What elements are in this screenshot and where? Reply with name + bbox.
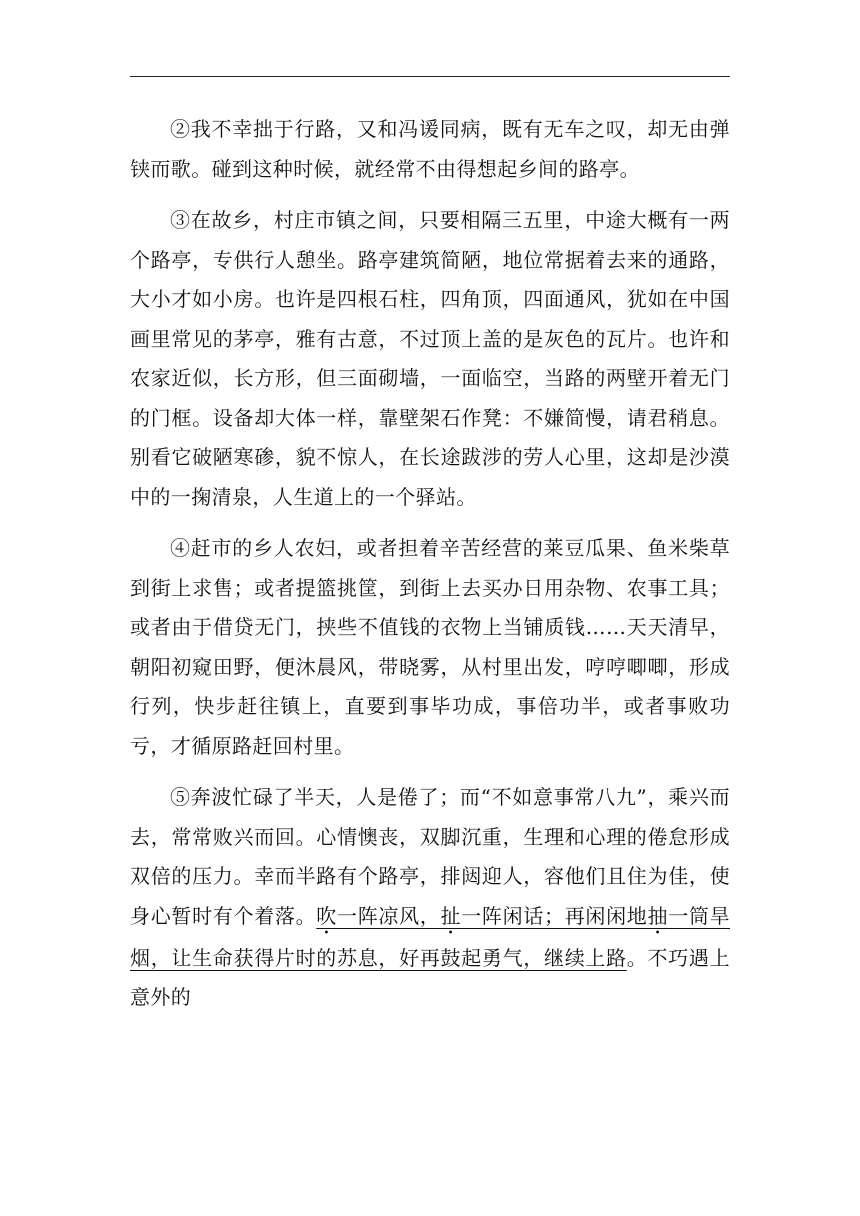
underlined-sentence: 一阵闲话；再闲闲地 [461, 903, 648, 928]
article-body [130, 110, 730, 1030]
paragraph-p2 [130, 110, 730, 189]
emphasized-verb: 吹 [316, 903, 337, 928]
emphasized-verb: 扯 [440, 903, 462, 928]
paragraph-p4 [130, 529, 730, 766]
paragraph-text: 。不巧遇上意外的 [130, 945, 730, 1009]
underlined-sentence: 一阵凉风， [337, 903, 441, 928]
underlined-sentence: 一筒旱烟，让生命获得片时的苏息，好再鼓起勇气，继续上路 [130, 903, 731, 970]
header-rule [130, 76, 730, 77]
emphasized-verb: 抽 [647, 903, 669, 928]
paragraph-text: ②我不幸拙于行路，又和冯谖同病，既有无车之叹，却无由弹铗而歌。碰到这种时候，就经常不由得想起乡间的路亭。 [130, 117, 730, 181]
paragraph-p3 [130, 201, 730, 517]
paragraph-p5 [130, 778, 730, 1018]
paragraph-text: ④赶市的乡人农妇，或者担着辛苦经营的莱豆瓜果、鱼米柴草到街上求售；或者提篮挑筐，到街上去买办日用杂物、农事工具；或者由于借贷无门，挟些不值钱的衣物上当铺质钱……天天清早，朝阳初窥田野，便沐晨风，带晓雾，从村里出发，哼哼唧唧，形成行列，快步赶往镇上，直要到事毕功成，事倍功半，或者事败功亏，才循原路赶回村里。 [130, 536, 730, 758]
paragraph-text: ③在故乡，村庄市镇之间，只要相隔三五里，中途大概有一两个路亭，专供行人憩坐。路亭建筑简陋，地位常据着去来的通路，大小才如小房。也许是四根石柱，四角顶，四面通风，犹如在中国画里常见的茅亭，雅有古意，不过顶上盖的是灰色的瓦片。也许和农家近似，长方形，但三面砌墙，一面临空，当路的两壁开着无门的门框。设备却大体一样，靠壁架石作凳：不嫌简慢，请君稍息。别看它破陋寒碜，貌不惊人，在长途跋涉的劳人心里，这却是沙漠中的一掬清泉，人生道上的一个驿站。 [130, 208, 730, 509]
paragraph-text: ⑤奔波忙碌了半天，人是倦了；而“不如意事常八九”，乘兴而去，常常败兴而回。心情懊丧，双脚沉重，生理和心理的倦怠形成双倍的压力。幸而半路有个路亭，排闼迎人，容他们且住为佳，使身心暂时有个着落。 [130, 785, 730, 928]
